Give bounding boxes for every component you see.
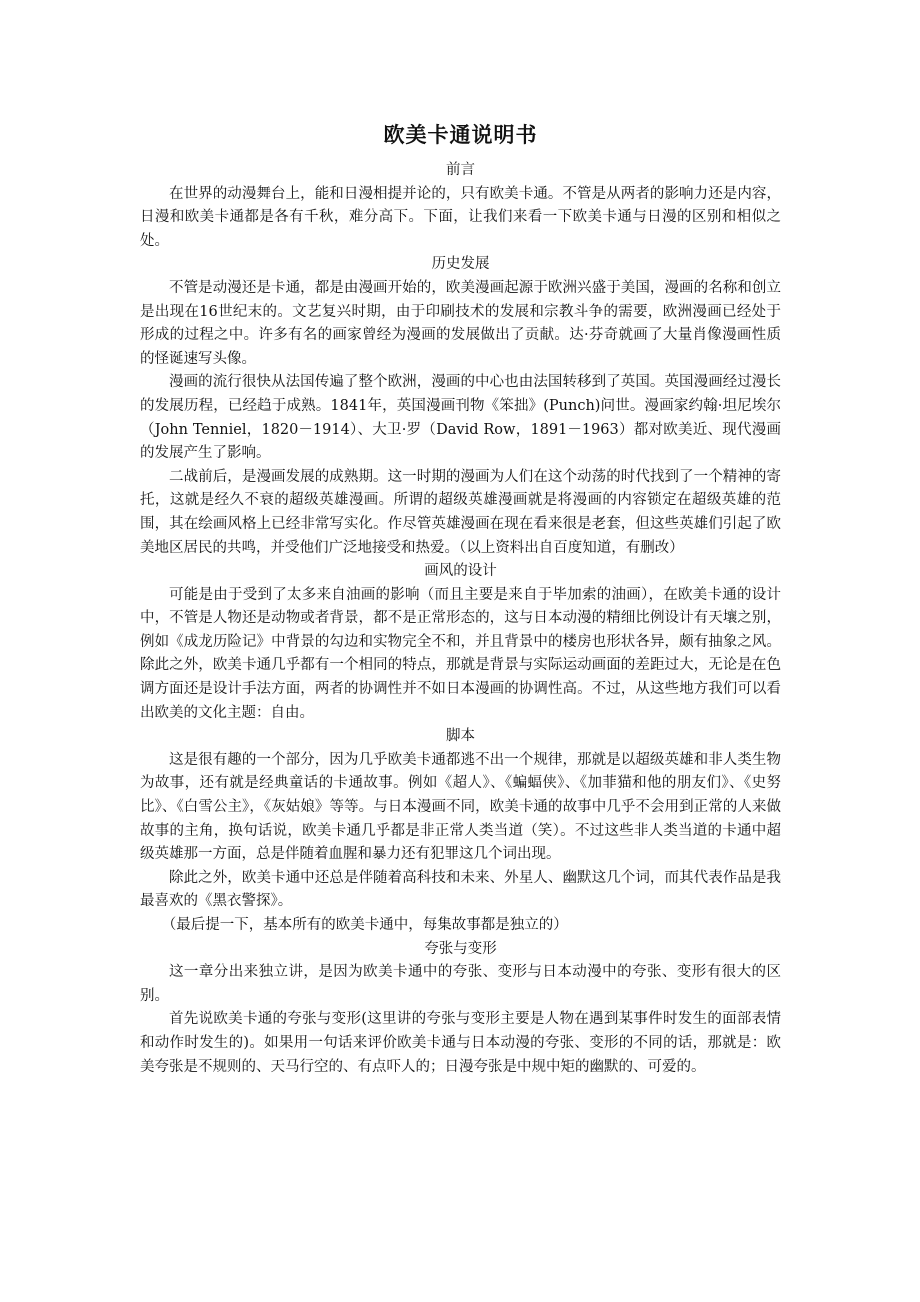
section-exaggeration [140,938,781,1080]
section-heading: 夸张与变形 [424,940,497,957]
document-page [140,120,781,1079]
document-title: 欧美卡通说明书 [383,123,538,147]
paragraph: 不管是动漫还是卡通，都是由漫画开始的，欧美漫画起源于欧洲兴盛于美国，漫画的名称和创立是出现在16世纪末的。文艺复兴时期，由于印刷技术的发展和宗教斗争的需要，欧洲漫画已经处于形成的过程之中。许多有名的画家曾经为漫画的发展做出了贡献。达·芬奇就画了大量肖像漫画性质的怪诞速写头像。 [140,279,781,367]
section-heading: 历史发展 [431,256,490,273]
section-heading: 画风的设计 [424,563,497,580]
paragraph: 二战前后，是漫画发展的成熟期。这一时期的漫画为人们在这个动荡的时代找到了一个精神的寄托，这就是经久不衰的超级英雄漫画。所谓的超级英雄漫画就是将漫画的内容锁定在超级英雄的范围，其在绘画风格上已经非常写实化。作尽管英雄漫画在现在看来很是老套，但这些英雄们引起了欧美地区居民的共鸣，并受他们广泛地接受和热爱。（以上资料出自百度知道，有删改） [140,468,781,556]
section-script [140,725,781,937]
paragraph: 这是很有趣的一个部分，因为几乎欧美卡通都逃不出一个规律，那就是以超级英雄和非人类生物为故事，还有就是经典童话的卡通故事。例如《超人》、《蝙蝠侠》、《加菲猫和他的朋友们》、《史努比》、《白雪公主》，《灰姑娘》等等。与日本漫画不同，欧美卡通的故事中几乎不会用到正常的人来做故事的主角，换句话说，欧美卡通几乎都是非正常人类当道（笑）。不过这些非人类当道的卡通中超级英雄那一方面，总是伴随着血腥和暴力还有犯罪这几个词出现。 [140,751,781,863]
section-preface [140,159,781,253]
section-heading: 前言 [446,162,475,178]
paragraph: 可能是由于受到了太多来自油画的影响（而且主要是来自于毕加索的油画），在欧美卡通的设计中，不管是人物还是动物或者背景，都不是正常形态的，这与日本动漫的精细比例设计有天壤之别，例如《成龙历险记》中背景的勾边和实物完全不和，并且背景中的楼房也形状各异，颇有抽象之风。除此之外，欧美卡通几乎都有一个相同的特点，那就是背景与实际运动画面的差距过大，无论是在色调方面还是设计手法方面，两者的协调性并不如日本漫画的协调性高。不过，从这些地方我们可以看出欧美的文化主题：自由。 [140,586,781,721]
section-art-style [140,560,781,725]
section-heading: 脚本 [446,728,475,745]
paragraph: 首先说欧美卡通的夸张与变形(这里讲的夸张与变形主要是人物在遇到某事件时发生的面部表情和动作时发生的)。如果用一句话来评价欧美卡通与日本动漫的夸张、变形的不同的话，那就是：欧美夸张是不规则的、天马行空的、有点吓人的；日漫夸张是中规中矩的幽默的、可爱的。 [140,1011,781,1075]
paragraph: 漫画的流行很快从法国传遍了整个欧洲，漫画的中心也由法国转移到了英国。英国漫画经过漫长的发展历程，已经趋于成熟。1841年，英国漫画刊物《笨拙》(Punch)问世。漫画家约翰·坦尼埃尔（John Tenniel，1820－1914）、大卫·罗（David Row，1891－1963）都对欧美近、现代漫画的发展产生了影响。 [140,374,781,462]
paragraph: 除此之外，欧美卡通中还总是伴随着高科技和未来、外星人、幽默这几个词，而其代表作品是我最喜欢的《黑衣警探》。 [140,869,781,910]
paragraph: 在世界的动漫舞台上，能和日漫相提并论的，只有欧美卡通。不管是从两者的影响力还是内容，日漫和欧美卡通都是各有千秋，难分高下。下面，让我们来看一下欧美卡通与日漫的区别和相似之处。 [140,185,781,249]
paragraph-note: （最后提一下，基本所有的欧美卡通中，每集故事都是独立的） [161,917,568,933]
paragraph: 这一章分出来独立讲，是因为欧美卡通中的夸张、变形与日本动漫中的夸张、变形有很大的区别。 [140,964,781,1004]
section-history [140,253,781,560]
